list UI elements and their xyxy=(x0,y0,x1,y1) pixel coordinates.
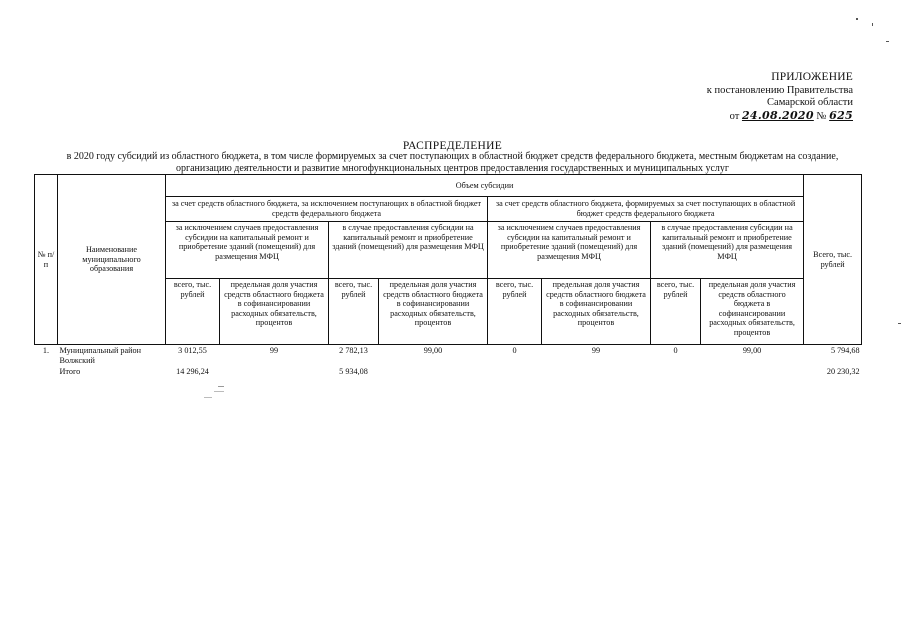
totals-label: Итого xyxy=(59,367,81,377)
scan-speck xyxy=(872,23,873,26)
totals-a2-total: 5 934,08 xyxy=(339,367,368,377)
handwritten-number: 625 xyxy=(829,108,853,122)
header-a1-total: всего, тыс. рублей xyxy=(166,279,220,345)
header-volume: Объем субсидии xyxy=(166,175,804,197)
appendix-line-2: Самарской области xyxy=(767,97,853,108)
appendix-block xyxy=(613,71,853,123)
scan-speck xyxy=(218,386,224,387)
row-a1-share: 99 xyxy=(269,346,279,355)
scan-speck xyxy=(856,18,858,20)
header-b-including: в случае предоставления субсидии на капитальный ремонт и приобретение зданий (помещений) для размещения МФЦ xyxy=(651,222,804,279)
scan-speck xyxy=(214,391,224,392)
row-a2-share: 99,00 xyxy=(423,346,443,355)
row-grand-total: 5 794,68 xyxy=(830,346,860,355)
row-a2-total: 2 782,13 xyxy=(339,346,368,355)
row-num: 1. xyxy=(42,346,50,355)
header-a2-share: предельная доля участия средств областного бюджета в софинансировании расходных обязательств, процентов xyxy=(379,279,488,345)
document-title: РАСПРЕДЕЛЕНИЕ xyxy=(402,140,503,152)
totals-grand-total: 20 230,32 xyxy=(826,367,860,377)
totals-a1-total: 14 296,24 xyxy=(176,367,209,377)
header-b2-share: предельная доля участия средств областного бюджета в софинансировании расходных обязательств, процентов xyxy=(701,279,804,345)
scan-speck xyxy=(898,323,901,324)
header-b-excluding: за исключением случаев предоставления субсидии на капитальный ремонт и приобретение зданий (помещений) для размещения МФЦ xyxy=(488,222,651,279)
scan-speck xyxy=(204,397,212,398)
header-grand-total: Всего, тыс. рублей xyxy=(804,175,862,345)
subsidy-table xyxy=(34,174,862,378)
header-num: № п/п xyxy=(35,175,58,345)
header-b2-total: всего, тыс. рублей xyxy=(651,279,701,345)
header-a-excluding: за исключением случаев предоставления субсидии на капитальный ремонт и приобретение зданий (помещений) для размещения МФЦ xyxy=(166,222,329,279)
row-municipality: Муниципальный район Волжский xyxy=(59,346,141,365)
header-group-regional: за счет средств областного бюджета, за исключением поступающих в областной бюджет средств федерального бюджета xyxy=(166,197,488,222)
document-subtitle: в 2020 году субсидий из областного бюджета, в том числе формируемых за счет поступающих в областной бюджет средств федерального бюджета, местным бюджетам на создание, организацию деятельности и развитие многофункциональных центров предоставления государственных и муниципальных услуг xyxy=(66,151,839,174)
scan-speck xyxy=(886,41,889,42)
handwritten-date: 24.08.2020 xyxy=(741,108,814,122)
header-a1-share: предельная доля участия средств областного бюджета в софинансировании расходных обязательств, процентов xyxy=(220,279,329,345)
totals-row xyxy=(35,366,862,378)
row-b2-share: 99,00 xyxy=(742,346,762,355)
date-prefix: от xyxy=(729,110,740,122)
header-b1-share: предельная доля участия средств областного бюджета в софинансировании расходных обязательств, процентов xyxy=(542,279,651,345)
row-b1-total: 0 xyxy=(512,346,517,355)
row-a1-total: 3 012,55 xyxy=(178,346,207,355)
row-b2-total: 0 xyxy=(673,346,678,355)
header-group-federal: за счет средств областного бюджета, формируемых за счет поступающих в областной бюджет средств федерального бюджета xyxy=(488,197,804,222)
appendix-line-1: к постановлению Правительства xyxy=(706,84,853,96)
table-row xyxy=(35,345,862,367)
appendix-title: ПРИЛОЖЕНИЕ xyxy=(771,71,853,83)
header-a-including: в случае предоставления субсидии на капитальный ремонт и приобретение зданий (помещений) для размещения МФЦ xyxy=(329,222,488,279)
row-b1-share: 99 xyxy=(591,346,601,355)
appendix-date-line xyxy=(730,110,853,124)
header-municipality: Наименование муниципального образования xyxy=(58,175,166,345)
number-prefix: № xyxy=(816,110,827,122)
header-b1-total: всего, тыс. рублей xyxy=(488,279,542,345)
header-a2-total: всего, тыс. рублей xyxy=(329,279,379,345)
